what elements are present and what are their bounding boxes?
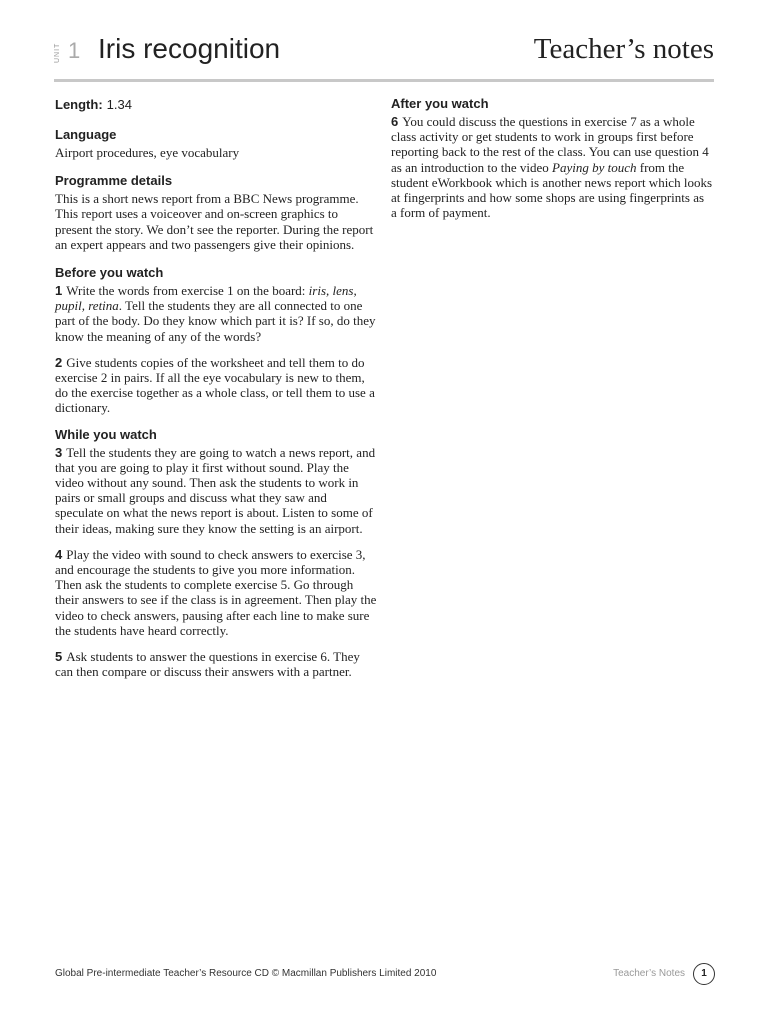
paragraph-number: 4 (55, 546, 63, 562)
footer-section-label: Teacher’s Notes (613, 968, 685, 979)
while-section (55, 427, 377, 680)
left-column (55, 96, 377, 690)
paragraph-2 (55, 355, 377, 416)
paragraph-number: 6 (391, 114, 399, 129)
paragraph-number: 5 (55, 649, 63, 665)
right-column (391, 96, 713, 231)
while-heading: While you watch (55, 426, 157, 442)
paragraph-6 (391, 114, 713, 220)
paragraph-6-text-b: from the student eWorkbook which is another news report which looks at fingerprints and how some shops are using fingerprints as a form of payment. (391, 159, 713, 221)
paragraph-5-text: Ask students to answer the questions in exercise 6. They can then compare or discuss their answers with a partner. (55, 649, 360, 680)
footer-copyright: Global Pre-intermediate Teacher’s Resource CD © Macmillan Publishers Limited 2010 (55, 968, 437, 979)
page-title: Iris recognition (98, 33, 281, 64)
programme-text: This is a short news report from a BBC News programme. This report uses a voiceover and on-screen graphics to present the story. We don’t see the reporter. During the report an expert appears and two passengers give their opinions. (55, 191, 374, 252)
paragraph-number: 1 (55, 283, 63, 299)
programme-heading: Programme details (55, 173, 173, 189)
paragraph-number: 3 (55, 444, 63, 460)
page-footer (55, 965, 715, 989)
before-section (55, 265, 377, 416)
paragraph-1-words: iris, lens, pupil, retina (55, 283, 357, 314)
before-heading: Before you watch (55, 265, 164, 281)
paragraph-6-video-title: Paying by touch (552, 159, 637, 175)
page-number: 1 (693, 963, 715, 985)
language-section (55, 127, 377, 160)
language-text: Airport procedures, eye vocabulary (55, 145, 240, 160)
paragraph-4 (55, 547, 377, 638)
page-header (54, 32, 714, 80)
paragraph-1-text-a: Write the words from exercise 1 on the board: (66, 283, 309, 299)
after-section (391, 96, 713, 220)
header-right-title: Teacher’s notes (533, 33, 714, 65)
unit-number: 1 (68, 38, 81, 63)
length-value: 1.34 (106, 97, 132, 112)
unit-label: UNIT (54, 42, 61, 64)
header-divider (54, 79, 714, 82)
programme-section (55, 173, 377, 252)
paragraph-2-text: Give students copies of the worksheet and tell them to do exercise 2 in pairs. If all the eye vocabulary is new to them, do the exercise together as a whole class, or tell them to use a dictionary. (55, 354, 375, 416)
paragraph-number: 2 (55, 354, 63, 370)
paragraph-3-text: Tell the students they are going to watch a news report, and that you are going to play it first without sound. Play the video without any sound. Then ask the students to work in pairs or small groups and discuss what they saw and speculate on what the news report is about. Listen to some of their ideas, making sure they know the setting is an airport. (55, 444, 376, 536)
paragraph-5 (55, 649, 377, 679)
after-heading: After you watch (391, 96, 489, 111)
paragraph-4-text: Play the video with sound to check answers to exercise 3, and encourage the students to give you more information. Then ask the students to complete exercise 5. Go through their answers to see if the class is in agreement. Then play the video to check answers, pausing after each line to make sure the students have heard correctly. (55, 546, 377, 638)
paragraph-1 (55, 283, 377, 344)
paragraph-1-text-b: . Tell the students they are all connected to one part of the body. Do they know which part it is? If so, do they know the meaning of any of the words? (55, 298, 376, 344)
paragraph-6-text-a: You could discuss the questions in exercise 7 as a whole class activity or get students to work in groups first before reporting back to the rest of the class. You can use question 4 as an introduction to the video (391, 114, 709, 175)
length-section (55, 96, 377, 114)
paragraph-3 (55, 445, 377, 536)
length-label: Length: (55, 97, 103, 112)
language-heading: Language (55, 127, 117, 142)
